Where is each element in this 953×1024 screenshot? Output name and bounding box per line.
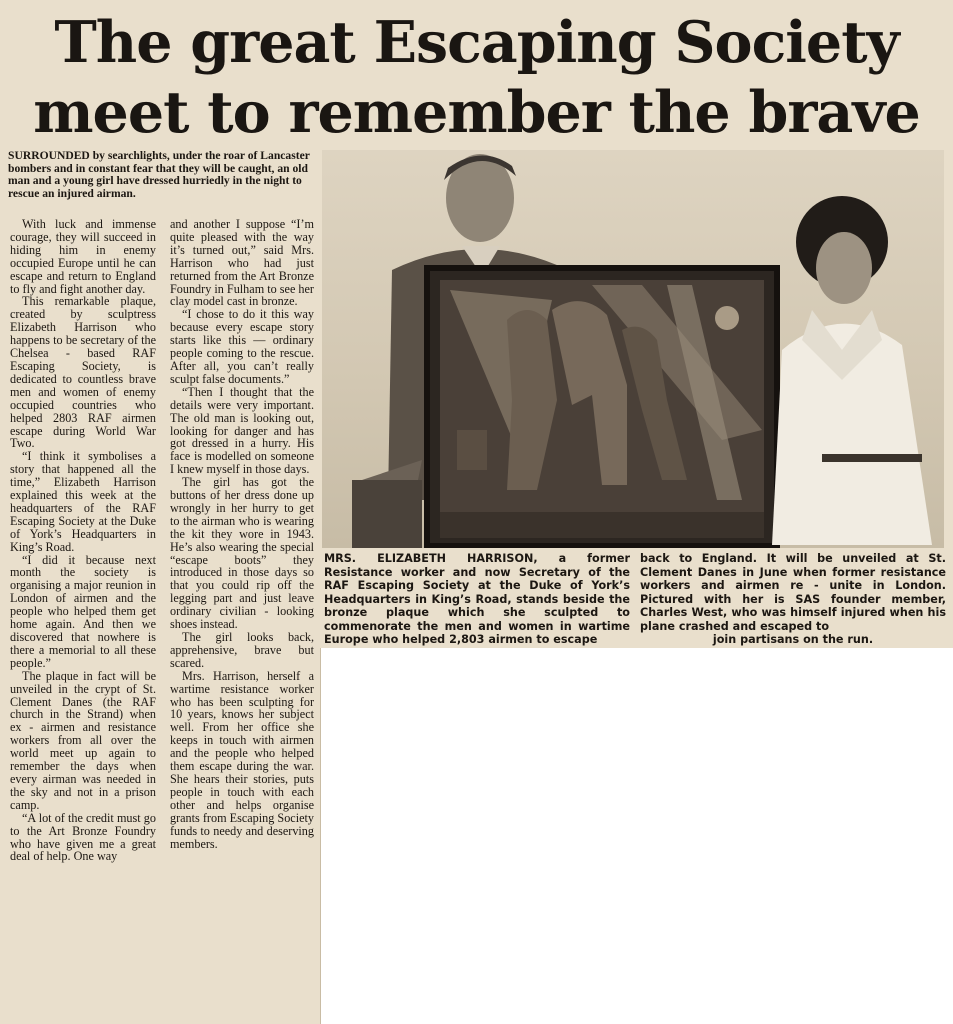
bronze-plaque xyxy=(427,268,777,546)
news-photo xyxy=(322,150,944,548)
photo-caption-col-1: MRS. ELIZABETH HARRISON, a former Resistance worker and now Secretary of the RAF Escaping Society at the Duke of York’s Headquarters in King’s Road, stands beside the bronze plaque which she sculpted to commenorate the men and women in wartime Europe who helped 2,803 airmen to escape xyxy=(324,552,630,646)
photo-illustration xyxy=(322,150,944,548)
caption-text: back to England. It will be unveiled at St. Clement Danes in June when former resistance workers and airmen re - unite in London. Pictured with her is SAS founder member, Charles West, who was himself injured when his plane crashed and escaped to xyxy=(640,552,946,633)
article-column-1 xyxy=(10,218,156,863)
paragraph: “I chose to do it this way because every escape story starts like this — ordinary people coming to the rescue. After all, you can’t really sculpt false documents.” xyxy=(170,307,314,386)
paragraph: “I did it because next month the society is organising a major reunion in London of airmen and the people who helped them get home again. And then we discovered that nowhere is there a memorial to all these people.” xyxy=(10,552,156,670)
paragraph: This remarkable plaque, created by sculptress Elizabeth Harrison who happens to be secretary of the Chelsea - based RAF Escaping Society, is dedicated to countless brave men and women of enemy occupied countries who helped 2803 RAF airmen escape during World War Two. xyxy=(10,294,156,451)
paragraph: “A lot of the credit must go to the Art Bronze Foundry who have given me a great deal of help. One way xyxy=(10,810,156,864)
standfirst xyxy=(8,150,314,200)
woman-figure xyxy=(772,196,932,545)
paragraph: “I think it symbolises a story that happened all the time,” Elizabeth Harrison explained this week at the headquarters of the RAF Escaping Society at the Duke of York’s Headquarters in King’s Road. xyxy=(10,449,156,554)
caption-last-line: join partisans on the run. xyxy=(712,633,874,646)
paragraph: Mrs. Harrison, herself a wartime resistance worker who has been sculpting for 10 years, knows her subject well. From her office she keeps in touch with airmen and the people who helped them escape during the war. She hears their stories, puts people in touch with each other and helps organise grants from Escaping Society funds to needy and deserving members. xyxy=(170,668,314,851)
headline-line-1: The great Escaping Society xyxy=(54,9,899,76)
paragraph: The girl has got the buttons of her dress done up wrongly in her hurry to get to the airman who is wearing the kit they wore in 1943. He’s also wearing the special “escape boots” they introduced in those days so that you could rip off the legging part and just leave ordinary civilian - looking shoes instead. xyxy=(170,475,314,632)
headline xyxy=(0,8,953,148)
article-column-2 xyxy=(170,218,314,850)
paragraph: The plaque in fact will be unveiled in the crypt of St. Clement Danes (the RAF church in the Strand) when ex - airmen and resistance workers from all over the world meet up again to remember the days when every airman was needed in the sky and not in a prison camp. xyxy=(10,668,156,812)
standfirst-text: by searchlights, under the roar of Lancaster bombers and in constant fear that they will be caught, an old man and a young girl have dressed hurriedly in the night to rescue an injured airman. xyxy=(8,149,310,200)
paragraph: and another I suppose “I’m quite pleased with the way it’s turned out,” said Mrs. Harrison who had just returned from the Art Bronze Foundry in Fulham to see her clay model cast in bronze. xyxy=(170,217,314,309)
headline-line-2: meet to remember the brave xyxy=(33,79,920,146)
paragraph: With luck and immense courage, they will succeed in hiding him in enemy occupied Europe until he can escape and return to England to fly and fight another day. xyxy=(10,217,156,296)
standfirst-lead: SURROUNDED xyxy=(8,149,90,162)
photo-caption-col-2 xyxy=(640,552,946,647)
paragraph: The girl looks back, apprehensive, brave but scared. xyxy=(170,630,314,670)
paragraph: “Then I thought that the details were very important. The old man is looking out, looking for danger and has got dressed in a hurry. His face is modelled on someone I knew myself in those days. xyxy=(170,384,314,477)
